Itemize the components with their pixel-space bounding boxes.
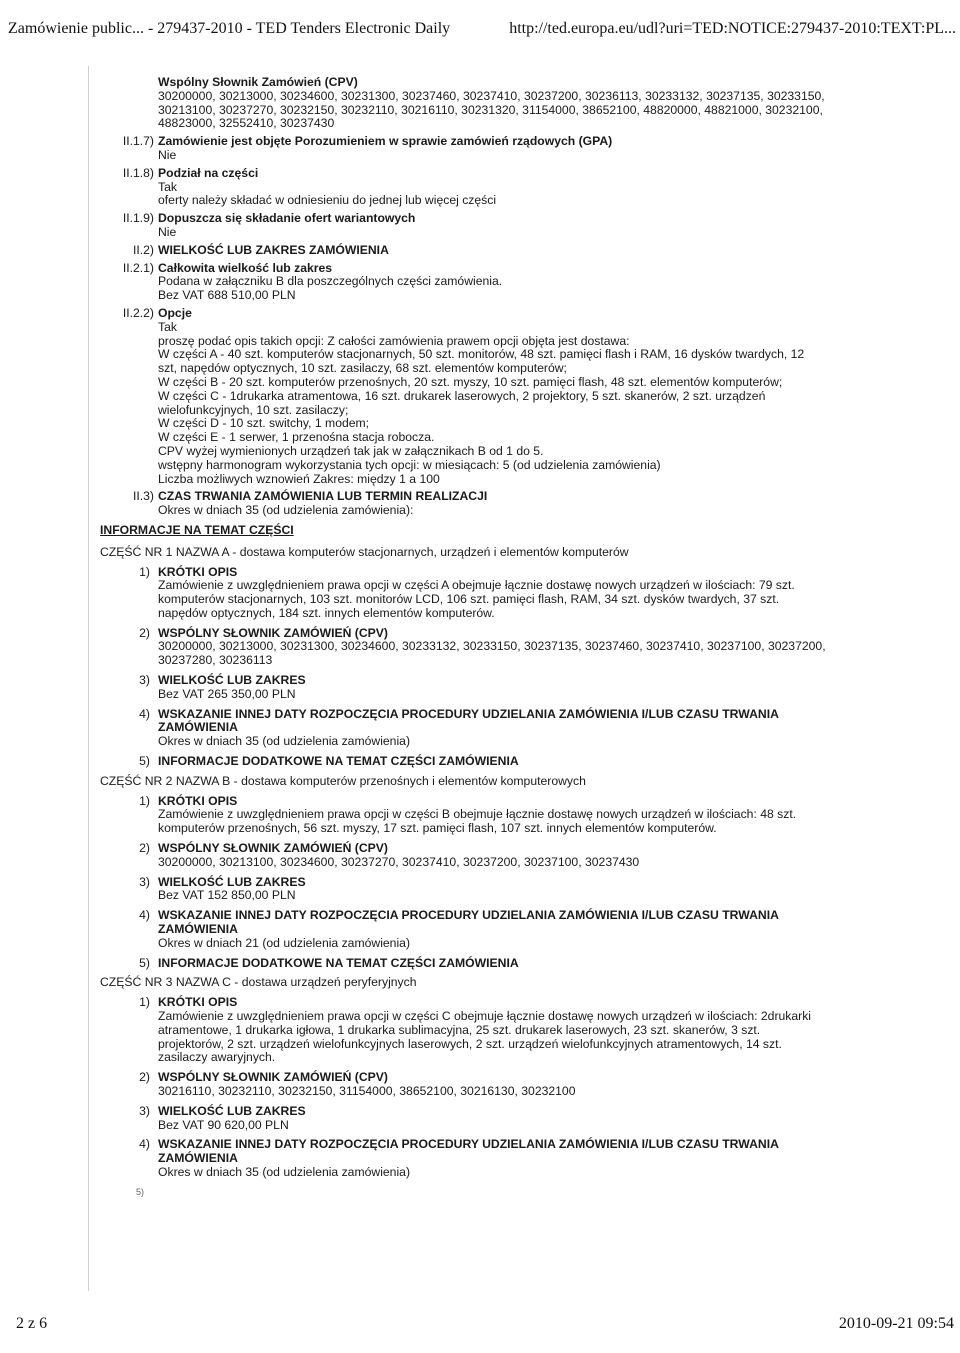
cpv-block (100, 76, 862, 131)
section-text: wstępny harmonogram wykorzystania tych opcji: w miesiącach: 5 (od udzielenia zamówienia) (158, 457, 661, 472)
item-number: 1) (139, 793, 150, 808)
section-value: Tak (158, 319, 177, 334)
item-number: 1) (139, 564, 150, 579)
page-url[interactable]: http://ted.europa.eu/udl?uri=TED:NOTICE:279437-2010:TEXT:PL... (509, 20, 956, 37)
section-text: W części E - 1 serwer, 1 przenośna stacja robocza. (158, 430, 435, 445)
section-title: Opcje (158, 305, 192, 320)
item-text: komputerów stacjonarnych, 103 szt. monitorów LCD, 106 szt. pamięci flash, RAM, 34 szt. dysków twardych, 37 szt. (158, 592, 780, 607)
section-text: W części A - 40 szt. komputerów stacjonarnych, 50 szt. monitorów, 48 szt. pamięci flash i RAM, 16 dysków twardych, 12 (158, 347, 805, 362)
section-ii-2-2 (100, 307, 862, 486)
section-ii-2-1 (100, 262, 862, 303)
part-item-additional-info (100, 755, 862, 769)
item-text: 30200000, 30213000, 30231300, 30234600, 30233132, 30233150, 30237135, 30237460, 30237410, 30237100, 30237200, (158, 639, 826, 654)
item-number: 3) (139, 874, 150, 889)
item-text: atramentowe, 1 drukarka igłowa, 1 drukarka sublimacyjna, 25 szt. drukarek laserowych, 23 szt. skanerów, 3 szt. (158, 1022, 761, 1037)
section-text: W części D - 10 szt. switchy, 1 modem; (158, 416, 370, 431)
item-number: 2) (139, 841, 150, 856)
item-title: WIELKOŚĆ LUB ZAKRES (158, 874, 306, 889)
item-title: ZAMÓWIENIA (158, 720, 238, 735)
item-number: 5) (139, 754, 150, 769)
item-number: 4) (139, 908, 150, 923)
item-title: ZAMÓWIENIA (158, 1151, 238, 1166)
part-item-additional-info (100, 957, 862, 971)
part-item-duration (100, 909, 862, 950)
item-title: WSKAZANIE INNEJ DATY ROZPOCZĘCIA PROCEDURY UDZIELANIA ZAMÓWIENIA I/LUB CZASU TRWANIA (158, 706, 779, 721)
part-title: CZĘŚĆ NR 3 NAZWA C - dostawa urządzeń peryferyjnych (100, 975, 417, 990)
item-number-cut-off: 5) (136, 1186, 145, 1197)
cpv-codes-line: 30200000, 30213000, 30234600, 30231300, 30237460, 30237410, 30237200, 30236113, 30233132, 30237135, 30233150, (158, 88, 825, 103)
section-text: wielofunkcyjnych, 10 szt. zasilaczy; (158, 402, 349, 417)
item-title: WIELKOŚĆ LUB ZAKRES (158, 1103, 306, 1118)
item-title: WSPÓLNY SŁOWNIK ZAMÓWIEŃ (CPV) (158, 841, 388, 856)
notice-document (100, 76, 862, 1200)
section-note: oferty należy składać w odniesieniu do jednej lub więcej części (158, 193, 497, 208)
item-value: Okres w dniach 35 (od udzielenia zamówienia) (158, 734, 411, 749)
part-item-size (100, 1105, 862, 1133)
item-number: 2) (139, 1070, 150, 1085)
print-footer (0, 1305, 960, 1345)
section-number: II.1.8) (122, 165, 154, 180)
cpv-title: Wspólny Słownik Zamówień (CPV) (158, 75, 358, 89)
section-title: CZAS TRWANIA ZAMÓWIENIA LUB TERMIN REALIZACJI (158, 489, 488, 504)
item-number: 1) (139, 995, 150, 1010)
item-text: Zamówienie z uwzględnieniem prawa opcji w części C obejmuje łącznie dostawę nowych urządzeń w ilościach: 2drukarki (158, 1009, 812, 1024)
item-text: zasilaczy awaryjnych. (158, 1050, 276, 1065)
part-item-cpv (100, 842, 862, 870)
section-number: II.3) (133, 489, 154, 504)
item-value: Okres w dniach 35 (od udzielenia zamówienia) (158, 1164, 411, 1179)
section-text: Podana w załączniku B dla poszczególnych części zamówienia. (158, 274, 503, 289)
section-text: CPV wyżej wymienionych urządzeń tak jak w załącznikach B od 1 do 5. (158, 443, 544, 458)
section-text: W części C - 1drukarka atramentowa, 16 szt. drukarek laserowych, 2 projektory, 5 szt. skanerów, 2 szt. urządzeń (158, 388, 766, 403)
item-value: Okres w dniach 21 (od udzielenia zamówienia) (158, 935, 411, 950)
part-item-short-description (100, 566, 862, 621)
section-title: Podział na części (158, 165, 259, 180)
item-text: 30237280, 30236113 (158, 653, 273, 668)
print-datetime: 2010-09-21 09:54 (838, 1315, 954, 1332)
cpv-codes-line: 30213100, 30237270, 30232150, 30232110, 30216110, 30231320, 31154000, 38652100, 48820000, 48821000, 30232100, (158, 102, 823, 117)
section-title: Dopuszcza się składanie ofert wariantowych (158, 211, 416, 226)
item-value: Bez VAT 152 850,00 PLN (158, 888, 296, 903)
item-text: Zamówienie z uwzględnieniem prawa opcji w części B obejmuje łącznie dostawę nowych urządzeń w ilościach: 48 szt. (158, 807, 797, 822)
item-title: WSPÓLNY SŁOWNIK ZAMÓWIEŃ (CPV) (158, 625, 388, 640)
part-item-short-description (100, 795, 862, 836)
part-item-cpv (100, 1071, 862, 1099)
item-title: INFORMACJE DODATKOWE NA TEMAT CZĘŚCI ZAMÓWIENIA (158, 955, 519, 970)
section-title: Zamówienie jest objęte Porozumieniem w sprawie zamówień rządowych (GPA) (158, 134, 613, 149)
section-title: WIELKOŚĆ LUB ZAKRES ZAMÓWIENIA (158, 242, 389, 257)
part-title: CZĘŚĆ NR 1 NAZWA A - dostawa komputerów stacjonarnych, urządzeń i elementów komputerów (100, 544, 629, 559)
item-title: WSPÓLNY SŁOWNIK ZAMÓWIEŃ (CPV) (158, 1070, 388, 1085)
cpv-codes-line: 48823000, 32552410, 30237430 (158, 116, 335, 131)
part-block (100, 775, 862, 971)
section-value: Nie (158, 224, 177, 239)
section-number: II.1.7) (122, 134, 154, 149)
section-ii-1-7 (100, 135, 862, 163)
item-title: KRÓTKI OPIS (158, 995, 238, 1010)
item-title: KRÓTKI OPIS (158, 793, 238, 808)
section-value: Okres w dniach 35 (od udzielenia zamówienia): (158, 503, 414, 518)
item-text: projektorów, 2 szt. urządzeń wielofunkcyjnych laserowych, 2 szt. urządzeń wielofunkcyjnych atramentowych, 14 szt. (158, 1036, 782, 1051)
section-number: II.2) (133, 242, 154, 257)
section-number: II.2.1) (122, 260, 154, 275)
item-title: WSKAZANIE INNEJ DATY ROZPOCZĘCIA PROCEDURY UDZIELANIA ZAMÓWIENIA I/LUB CZASU TRWANIA (158, 1137, 779, 1152)
part-block (100, 976, 862, 1199)
item-number: 4) (139, 706, 150, 721)
item-number: 2) (139, 625, 150, 640)
part-block (100, 546, 862, 769)
section-ii-3 (100, 490, 862, 518)
section-title: Całkowita wielkość lub zakres (158, 260, 333, 275)
item-text: 30216110, 30232110, 30232150, 31154000, 38652100, 30216130, 30232100 (158, 1084, 576, 1098)
item-title: KRÓTKI OPIS (158, 564, 238, 579)
section-text: proszę podać opis takich opcji: Z całości zamówienia prawem opcji objęta jest dostawa: (158, 333, 630, 348)
part-item-short-description (100, 996, 862, 1065)
item-text: Zamówienie z uwzględnieniem prawa opcji w części A obejmuje łącznie dostawę nowych urządzeń w ilościach: 79 szt. (158, 578, 795, 593)
item-number: 3) (139, 1103, 150, 1118)
item-text: 30200000, 30213100, 30234600, 30237270, 30237410, 30237200, 30237100, 30237430 (158, 854, 640, 869)
page-title: Zamówienie public... - 279437-2010 - TED Tenders Electronic Daily (8, 20, 451, 37)
section-ii-1-9 (100, 212, 862, 240)
item-title: ZAMÓWIENIA (158, 922, 238, 937)
item-number: 5) (139, 955, 150, 970)
part-item-size (100, 876, 862, 904)
item-text: napędów optycznych, 184 szt. innych elementów komputerów. (158, 605, 495, 620)
print-header (0, 0, 960, 60)
page-counter: 2 z 6 (16, 1315, 48, 1332)
item-text: komputerów przenośnych, 56 szt. myszy, 17 szt. pamięci flash, 107 szt. innych elementów komputerów. (158, 821, 717, 836)
item-value: Bez VAT 90 620,00 PLN (158, 1117, 289, 1132)
section-ii-1-8 (100, 167, 862, 208)
section-text: W części B - 20 szt. komputerów przenośnych, 20 szt. myszy, 10 szt. pamięci flash, 48 szt. elementów komputerów; (158, 374, 783, 389)
section-ii-2 (100, 244, 862, 258)
item-value: Bez VAT 265 350,00 PLN (158, 686, 296, 701)
item-number: 4) (139, 1137, 150, 1152)
part-item-cpv (100, 627, 862, 668)
part-title: CZĘŚĆ NR 2 NAZWA B - dostawa komputerów przenośnych i elementów komputerowych (100, 773, 586, 788)
part-item-duration (100, 1138, 862, 1179)
section-value: Nie (158, 147, 177, 162)
part-item-size (100, 674, 862, 702)
parts-heading: INFORMACJE NA TEMAT CZĘŚCI (100, 522, 294, 537)
item-title: WIELKOŚĆ LUB ZAKRES (158, 673, 306, 688)
item-number: 3) (139, 673, 150, 688)
section-number: II.2.2) (122, 305, 154, 320)
section-text: szt, napędów optycznych, 10 szt. zasilaczy, 68 szt. elementów komputerów; (158, 361, 567, 376)
section-value: Tak (158, 179, 177, 194)
item-title: INFORMACJE DODATKOWE NA TEMAT CZĘŚCI ZAMÓWIENIA (158, 754, 519, 769)
section-text: Liczba możliwych wznowień Zakres: między 1 a 100 (158, 471, 440, 486)
section-value: Bez VAT 688 510,00 PLN (158, 288, 296, 303)
section-number: II.1.9) (122, 211, 154, 226)
item-title: WSKAZANIE INNEJ DATY ROZPOCZĘCIA PROCEDURY UDZIELANIA ZAMÓWIENIA I/LUB CZASU TRWANIA (158, 908, 779, 923)
part-item-duration (100, 708, 862, 749)
